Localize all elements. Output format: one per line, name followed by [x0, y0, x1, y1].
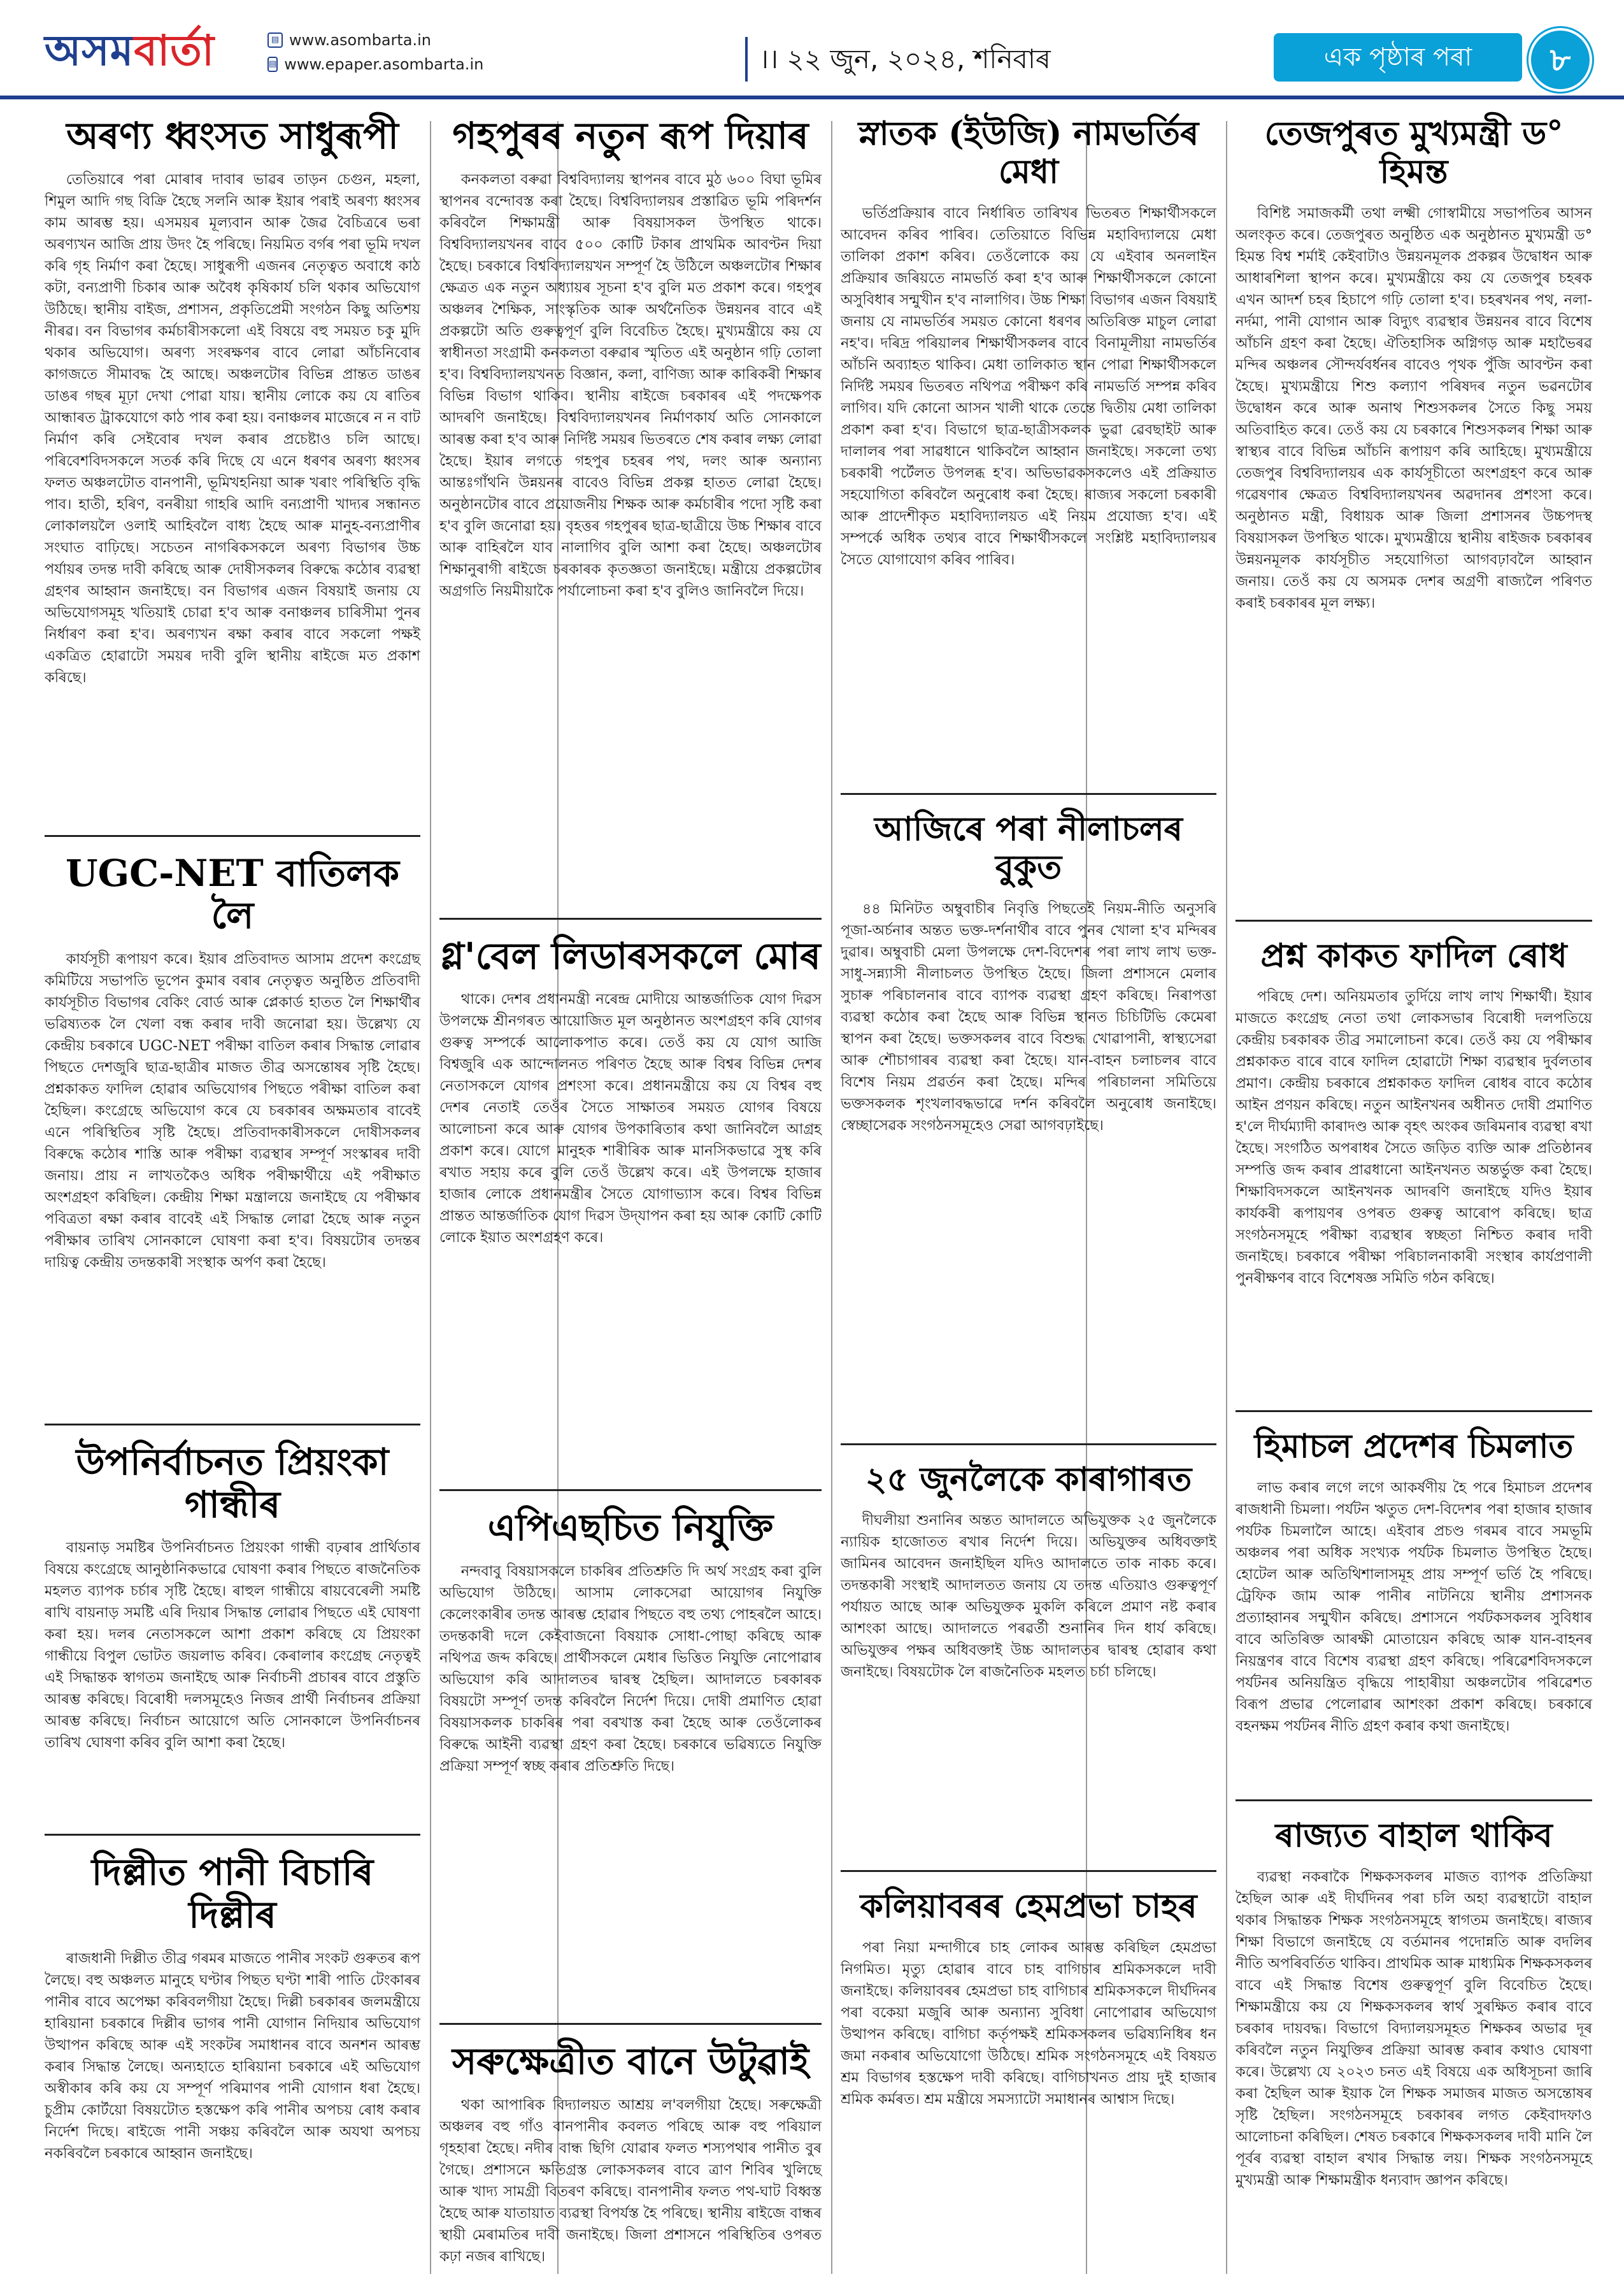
article-body: কাৰ্যসূচী ৰূপায়ণ কৰে। ইয়াৰ প্ৰতিবাদত আসাম প্ৰদেশ কংগ্ৰেছ কমিটিয়ে সভাপতি ভূপেন কুমাৰ বৰাৰ নেতৃত্বত অনুষ্ঠিত প্ৰতিবাদী কাৰ্যসূচীত বিভাগৰ বেকিং বোৰ্ড আৰু প্লেকাৰ্ড হাতত লৈ শিক্ষাৰ্থীৰ ভৱিষ্যতক লৈ খেলা বন্ধ কৰাৰ দাবী জনোৱা হয়। উল্লেখ্য যে কেন্দ্ৰীয় চৰকাৰে UGC-NET পৰীক্ষা বাতিল কৰাৰ সিদ্ধান্ত লোৱাৰ পিছতে দেশজুৰি ছাত্ৰ-ছাত্ৰীৰ মাজত তীব্ৰ অসন্তোষৰ সৃষ্টি হৈছে। প্ৰশ্নকাকত ফাদিল হোৱাৰ অভিযোগৰ পিছতে পৰীক্ষা বাতিল কৰা হৈছিল। কংগ্ৰেছে অভিযোগ কৰে যে চৰকাৰৰ অক্ষমতাৰ বাবেই এনে পৰিস্থিতিৰ সৃষ্টি হৈছে। প্ৰতিবাদকাৰীসকলে দোষীসকলৰ বিৰুদ্ধে কঠোৰ শাস্তি আৰু পৰীক্ষা ব্যৱস্থাৰ সম্পূৰ্ণ সংস্কাৰৰ দাবী জনায়। প্ৰায় ন লাখতকৈও অধিক পৰীক্ষাৰ্থীয়ে এই পৰীক্ষাত অংশগ্ৰহণ কৰিছিল। কেন্দ্ৰীয় শিক্ষা মন্ত্ৰালয়ে জনাইছে যে পৰীক্ষাৰ পবিত্ৰতা ৰক্ষা কৰাৰ বাবেই এই সিদ্ধান্ত লোৱা হৈছে আৰু নতুন পৰীক্ষাৰ তাৰিখ সোনকালে ঘোষণা কৰা হ'ব। বিষয়টোৰ তদন্তৰ দায়িত্ব কেন্দ্ৰীয় তদন্তকাৰী সংস্থাক অৰ্পণ কৰা হৈছে।: [45, 951, 420, 1271]
divider: [841, 793, 1216, 795]
page-number: ৮: [1528, 28, 1592, 92]
headline: স্নাতক (ইউজি) নামভৰ্তিৰ মেধা: [858, 114, 1199, 191]
column-1: [45, 115, 420, 2175]
newspaper-icon: ▤: [267, 32, 283, 48]
newspaper-icon: ▤: [267, 57, 278, 72]
article-shimla: [1236, 1427, 1592, 1783]
headline: UGC-NET বাতিলক লৈ: [66, 851, 399, 938]
article-body-wrap: [841, 1510, 1216, 1854]
column-3-top: [841, 115, 1216, 831]
article-body: ৰাজধানী দিল্লীত তীব্ৰ গৰমৰ মাজতে পানীৰ সংকট গুৰুতৰ ৰূপ লৈছে। বহু অঞ্চলত মানুহে ঘণ্টাৰ পিছত ঘণ্টা শাৰী পাতি টেংকাৰৰ পানীৰ বাবে অপেক্ষা কৰিবলগীয়া হৈছে। দিল্লী চৰকাৰৰ জলমন্ত্ৰীয়ে হাৰিয়ানা চৰকাৰে দিল্লীৰ ভাগৰ পানী যোগান নিদিয়াৰ অভিযোগ উত্থাপন কৰিছে আৰু এই সংকটৰ সমাধানৰ বাবে অনশন আৰম্ভ কৰাৰ সিদ্ধান্ত লৈছে। অন্যহাতে হাৰিয়ানা চৰকাৰে এই অভিযোগ অস্বীকাৰ কৰি কয় যে সম্পূৰ্ণ পৰিমাণৰ পানী যোগান ধৰা হৈছে। চুপ্ৰীম কোৰ্টয়ো বিষয়টোত হস্তক্ষেপ কৰি পানীৰ অপচয় ৰোধ কৰাৰ নিৰ্দেশ দিছে। ৰাইজে পানী সঞ্চয় কৰিবলৈ আৰু অযথা অপচয় নকৰিবলৈ চৰকাৰে আহ্বান জনাইছে।: [45, 1950, 420, 2162]
website-line: [267, 28, 478, 52]
headline: গ্ল'বেল লিডাৰসকলে মোৰ: [440, 934, 821, 978]
headline: উপনিৰ্বাচনত প্ৰিয়ংকা গান্ধীৰ: [76, 1440, 389, 1526]
article-body-wrap: [841, 1937, 1216, 2192]
dateline: ।। ২২ জুন, ২০২৪, শনিবাৰ: [745, 37, 1255, 82]
article-body-wrap: [1236, 203, 1592, 903]
column-4: [1236, 114, 1592, 2189]
article-body-wrap: [1236, 1866, 1592, 2189]
article-tea-garden: [841, 1887, 1216, 2192]
headline: ২৫ জুনলৈকে কাৰাগাৰত: [865, 1459, 1192, 1499]
divider: [841, 1443, 1216, 1445]
article-body-wrap: [45, 1948, 420, 2162]
article-body-wrap: [1236, 986, 1592, 1394]
logo-accent-text: বাৰ্তা: [134, 26, 215, 75]
divider: [439, 2023, 822, 2025]
article-body-wrap: [439, 1561, 822, 2006]
headline: প্ৰশ্ন কাকত ফাদিল ৰোধ: [1260, 936, 1567, 975]
article-body-wrap: [45, 1537, 420, 1817]
divider: [1236, 1799, 1592, 1801]
headline: গহপুৰৰ নতুন ৰূপ দিয়াৰ: [452, 114, 809, 157]
article-body: দীঘলীয়া শুনানিৰ অন্তত আদালতে অভিযুক্তক ২৫ জুনলৈকে ন্যায়িক হাজোতত ৰখাৰ নিৰ্দেশ দিয়ে। অভিযুক্তৰ অধিবক্তাই জামিনৰ আবেদন জনাইছিল যদিও আদালতে তাক নাকচ কৰে। তদন্তকাৰী সংস্থাই আদালতত জনায় যে তদন্ত এতিয়াও গুৰুত্বপূৰ্ণ পৰ্যায়ত আছে আৰু অভিযুক্তক মুকলি কৰিলে প্ৰমাণ নষ্ট কৰাৰ আশংকা আছে। আদালতে পৰৱৰ্তী শুনানিৰ দিন ধাৰ্য কৰিছে। অভিযুক্তৰ পক্ষৰ অধিবক্তাই উচ্চ আদালতৰ দ্বাৰস্থ হোৱাৰ কথা জনাইছে। বিষয়টোক লৈ ৰাজনৈতিক মহলত চৰ্চা চলিছে।: [841, 1512, 1216, 1681]
article-body: তেতিয়াৰে পৰা মোৰাৰ দাবাৰ ভাৱৰ তাড়ন চেগুন, মহলা, শিমুল আদি গছ বিক্রি হৈছে সলনি আৰু ইয়াৰ পৰাই অৰণ্য ধ্বংসৰ কাম আৰম্ভ হয়। এসময়ৰ মূল্যবান আৰু জৈৱ বৈচিত্ৰৰে ভৰা অৰণ্যখন আজি প্ৰায় উদং হৈ পৰিছে। নিয়মিত বৰ্গৰ পৰা ভূমি দখল কৰি গৃহ নিৰ্মাণ কৰা হৈছে। সাধুৰূপী এজনৰ নেতৃত্বত অবাধে কাঠ কটা, বন্যপ্ৰাণী চিকাৰ আৰু অবৈধ কৃষিকাৰ্য চলি থকাৰ অভিযোগ উঠিছে। স্থানীয় বাইজ, প্ৰশাসন, প্ৰকৃতিপ্ৰেমী সংগঠন কিছু অতিশয় নীৰৱ। বন বিভাগৰ কৰ্মচাৰীসকলো এই বিষয়ে বহু সময়ত চকু মুদি থকাৰ অভিযোগ। অৰণ্য সংৰক্ষণৰ বাবে লোৱা আঁচনিবোৰ কাগজতে সীমাবদ্ধ হৈ আছে। অঞ্চলটোৰ বিভিন্ন প্ৰান্তত ডাঙৰ ডাঙৰ গছৰ মূঢ়া দেখা পোৱা যায়। স্থানীয় লোকে কয় যে ৰাতিৰ আন্ধাৰত ট্ৰাকযোগে কাঠ পাৰ কৰা হয়। বনাঞ্চলৰ মাজেৰে ন ন বাট নিৰ্মাণ কৰি সেইবোৰ দখল কৰাৰ প্ৰচেষ্টাও চলি আছে। পৰিবেশবিদসকলে সতৰ্ক কৰি দিছে যে এনে ধৰণৰ অৰণ্য ধ্বংসৰ ফলত অঞ্চলটোত বানপানী, ভূমিখহনিয়া আৰু খৰাং পৰিস্থিতি বৃদ্ধি পাব। হাতী, হৰিণ, বনৰীয়া গাহৰি আদি বন্যপ্ৰাণী খাদ্যৰ সন্ধানত লোকালয়লৈ ওলাই আহিবলৈ বাধ্য হৈছে আৰু মানুহ-বন্যপ্ৰাণীৰ সংঘাত বাঢ়িছে। সচেতন নাগৰিকসকলে অৰণ্য বিভাগৰ উচ্চ পৰ্যায়ৰ তদন্ত দাবী কৰিছে আৰু দোষীসকলৰ বিৰুদ্ধে কঠোৰ ব্যৱস্থা গ্ৰহণৰ আহ্বান জনাইছে। বন বিভাগৰ এজন বিষয়াই জনায় যে অভিযোগসমূহ খতিয়াই চোৱা হ'ব আৰু বনাঞ্চলৰ চাৰিসীমা পুনৰ নিৰ্ধাৰণ কৰা হ'ব। অৰণ্যখন ৰক্ষা কৰাৰ বাবে সকলো পক্ষই একত্ৰিত হোৱাটো সময়ৰ দাবী বুলি স্থানীয় ৰাইজে মত প্ৰকাশ কৰিছে।: [45, 171, 420, 686]
article-body: পৰা নিয়া মন্দাগীৰে চাহ লোকৰ আৰম্ভ কৰিছিল হেমপ্ৰভা নিগমিত। মৃত্যু হোৱাৰ বাবে চাহ বাগিচাৰ শ্ৰমিকসকলে দাবী জনাইছে। কলিয়াবৰৰ হেমপ্ৰভা চাহ বাগিচাৰ শ্ৰমিকসকলে দীৰ্ঘদিনৰ পৰা বকেয়া মজুৰি আৰু অন্যান্য সুবিধা নোপোৱাৰ অভিযোগ উত্থাপন কৰিছে। বাগিচা কৰ্তৃপক্ষই শ্ৰমিকসকলৰ ভৱিষ্যনিধিৰ ধন জমা নকৰাৰ অভিযোগো উঠিছে। শ্ৰমিক সংগঠনসমূহে এই বিষয়ত শ্ৰম বিভাগৰ হস্তক্ষেপ দাবী কৰিছে। বাগিচাখনত প্ৰায় দুই হাজাৰ শ্ৰমিক কৰ্মৰত। শ্ৰম মন্ত্ৰীয়ে সমস্যাটো সমাধানৰ আশ্বাস দিছে।: [841, 1939, 1216, 2108]
article-body: ব্যৱস্থা নকৰাকৈ শিক্ষকসকলৰ মাজত ব্যাপক প্ৰতিক্ৰিয়া হৈছিল আৰু এই দীৰ্ঘদিনৰ পৰা চলি অহা ব্যৱস্থাটো বাহাল থকাৰ সিদ্ধান্তক শিক্ষক সংগঠনসমূহে স্বাগতম জনাইছে। ৰাজ্যৰ শিক্ষা বিভাগে জনাইছে যে বৰ্তমানৰ পদোন্নতি আৰু বদলিৰ নীতি অপৰিবৰ্তিত থাকিব। প্ৰাথমিক আৰু মাধ্যমিক শিক্ষকসকলৰ বাবে এই সিদ্ধান্ত বিশেষ গুৰুত্বপূৰ্ণ বুলি বিবেচিত হৈছে। শিক্ষামন্ত্ৰীয়ে কয় যে শিক্ষকসকলৰ স্বাৰ্থ সুৰক্ষিত কৰাৰ বাবে চৰকাৰ দায়বদ্ধ। বিভাগে বিদ্যালয়সমূহত শিক্ষকৰ অভাৱ দূৰ কৰিবলৈ নতুন নিযুক্তিৰ প্ৰক্ৰিয়া আৰম্ভ কৰাৰ কথাও ঘোষণা কৰে। উল্লেখ্য যে ২০২৩ চনত এই বিষয়ে এক অধিসূচনা জাৰি কৰা হৈছিল আৰু ইয়াক লৈ শিক্ষক সমাজৰ মাজত অসন্তোষৰ সৃষ্টি হৈছিল। সংগঠনসমূহে চৰকাৰৰ লগত কেইবাদফাও আলোচনা কৰিছিল। শেষত চৰকাৰে শিক্ষকসকলৰ দাবী মানি লৈ পূৰ্বৰ ব্যৱস্থা বাহাল ৰখাৰ সিদ্ধান্ত লয়। শিক্ষক সংগঠনসমূহে মুখ্যমন্ত্ৰী আৰু শিক্ষামন্ত্ৰীক ধন্যবাদ জ্ঞাপন কৰিছে।: [1236, 1868, 1592, 2189]
divider: [439, 918, 822, 920]
article-apsc: [439, 1506, 822, 2006]
column-divider: [1226, 121, 1227, 2274]
article-body: ভৰ্তিপ্ৰক্ৰিয়াৰ বাবে নিৰ্ধাৰিত তাৰিখৰ ভিতৰত শিক্ষাৰ্থীসকলে আবেদন কৰিব পাৰিব। তেতিয়াতে বিভিন্ন মহাবিদ্যালয়ে মেধা তালিকা প্ৰকাশ কৰিব। তেওঁলোকে কয় যে এইবাৰ অনলাইন প্ৰক্ৰিয়াৰ জৰিয়তে নামভৰ্তি কৰা হ'ব আৰু শিক্ষাৰ্থীসকলে কোনো অসুবিধাৰ সন্মুখীন হ'ব নালাগিব। উচ্চ শিক্ষা বিভাগৰ এজন বিষয়াই জনায় যে নামভৰ্তিৰ সময়ত কোনো ধৰণৰ অতিৰিক্ত মাচুল লোৱা নহ'ব। দৰিদ্ৰ পৰিয়ালৰ শিক্ষাৰ্থীসকলৰ বাবে বিনামূলীয়া নামভৰ্তিৰ আঁচনি অব্যাহত থাকিব। মেধা তালিকাত স্থান পোৱা শিক্ষাৰ্থীসকলে নিৰ্দিষ্ট সময়ৰ ভিতৰত নথিপত্ৰ পৰীক্ষণ কৰি নামভৰ্তি সম্পন্ন কৰিব লাগিব। যদি কোনো আসন খালী থাকে তেন্তে দ্বিতীয় মেধা তালিকা প্ৰকাশ কৰা হ'ব। বিভাগে ছাত্ৰ-ছাত্ৰীসকলক ভুৱা ৱেবছাইট আৰু দালালৰ পৰা সাৱধানে থাকিবলৈ আহ্বান জনাইছে। সকলো তথ্য চৰকাৰী পৰ্টেলত উপলব্ধ হ'ব। অভিভাৱকসকলেও এই প্ৰক্ৰিয়াত সহযোগিতা কৰিবলৈ অনুৰোধ কৰা হৈছে। ৰাজ্যৰ সকলো চৰকাৰী আৰু প্ৰাদেশীকৃত মহাবিদ্যালয়ত এই নিয়ম প্ৰযোজ্য হ'ব। এই সম্পৰ্কে অধিক তথ্যৰ বাবে শিক্ষাৰ্থীসকলে সংশ্লিষ্ট মহাবিদ্যালয়ৰ সৈতে যোগাযোগ কৰিব পাৰিব।: [841, 204, 1216, 568]
article-body-wrap: [841, 203, 1216, 814]
article-priyanka: [45, 1441, 420, 1817]
masthead: [0, 0, 1624, 99]
article-state-retain: [1236, 1816, 1592, 2189]
article-body-wrap: [45, 169, 420, 818]
article-paper-leak: [1236, 937, 1592, 1394]
column-divider: [430, 121, 431, 2274]
divider: [1236, 920, 1592, 922]
column-divider: [831, 121, 832, 2274]
headline: অৰণ্য ধ্বংসত সাধুৰূপী: [66, 114, 399, 157]
article-ugc-net: [45, 852, 420, 1407]
column-3: [841, 115, 1216, 831]
website-url: www.asombarta.in: [289, 31, 432, 49]
epaper-url: www.epaper.asombarta.in: [284, 55, 484, 73]
article-jail: [841, 1461, 1216, 1854]
headline: ৰাজ্যত বাহাল থাকিব: [1275, 1816, 1553, 1855]
article-body: থকা আপাৰিক বিদ্যালয়ত আশ্ৰয় ল'বলগীয়া হৈছে। সৰুক্ষেত্ৰী অঞ্চলৰ বহু গাঁও বানপানীৰ কবলত পৰিছে আৰু বহু পৰিয়াল গৃহহাৰা হৈছে। নদীৰ বান্ধ ছিগি যোৱাৰ ফলত শস্যপথাৰ পানীত বুৰ গৈছে। প্ৰশাসনে ক্ষতিগ্ৰস্ত লোকসকলৰ বাবে ত্ৰাণ শিবিৰ খুলিছে আৰু খাদ্য সামগ্ৰী বিতৰণ কৰিছে। বানপানীৰ ফলত পথ-ঘাট বিধ্বস্ত হৈছে আৰু যাতায়াত ব্যৱস্থা বিপৰ্যস্ত হৈ পৰিছে। স্থানীয় ৰাইজে বান্ধৰ স্থায়ী মেৰামতিৰ দাবী জনাইছে। জিলা প্ৰশাসনে পৰিস্থিতিৰ ওপৰত কঢ়া নজৰ ৰাখিছে।: [439, 2096, 822, 2265]
section-label: এক পৃষ্ঠাৰ পৰা: [1274, 33, 1522, 82]
divider: [45, 835, 420, 837]
divider: [841, 1870, 1216, 1872]
article-body-wrap: [45, 948, 420, 1407]
column-2: [439, 114, 822, 2265]
article-body-wrap: [439, 989, 822, 1473]
article-body: বিশিষ্ট সমাজকৰ্মী তথা লক্ষ্মী গোস্বামীয়ে সভাপতিৰ আসন অলংকৃত কৰে। তেজপুৰত অনুষ্ঠিত এক অনুষ্ঠানত মুখ্যমন্ত্ৰী ড° হিমন্ত বিশ্ব শৰ্মাই কেইবাটাও উন্নয়নমূলক প্ৰকল্পৰ উদ্বোধন আৰু আধাৰশিলা স্থাপন কৰে। মুখ্যমন্ত্ৰীয়ে কয় যে তেজপুৰ চহৰক এখন আদৰ্শ চহৰ হিচাপে গঢ়ি তোলা হ'ব। চহৰখনৰ পথ, নলা-নৰ্দমা, পানী যোগান আৰু বিদ্যুৎ ব্যৱস্থাৰ উন্নয়নৰ বাবে বিশেষ আঁচনি গ্ৰহণ কৰা হৈছে। ঐতিহাসিক অগ্নিগড় আৰু মহাভৈৰৱ মন্দিৰ অঞ্চলৰ সৌন্দৰ্যবৰ্ধনৰ বাবেও পৃথক পুঁজি আবণ্টন কৰা হৈছে। মুখ্যমন্ত্ৰীয়ে শিশু কল্যাণ পৰিষদৰ নতুন ভৱনটোৰ উদ্বোধন কৰে আৰু অনাথ শিশুসকলৰ সৈতে কিছু সময় অতিবাহিত কৰে। তেওঁ কয় যে চৰকাৰে শিশুসকলৰ শিক্ষা আৰু স্বাস্থ্যৰ বাবে বিভিন্ন আঁচনি ৰূপায়ণ কৰি আহিছে। মুখ্যমন্ত্ৰীয়ে তেজপুৰ বিশ্ববিদ্যালয়ৰ এক কাৰ্যসূচীতো অংশগ্ৰহণ কৰে আৰু গৱেষণাৰ ক্ষেত্ৰত বিশ্ববিদ্যালয়খনৰ অৱদানৰ প্ৰশংসা কৰে। অনুষ্ঠানত মন্ত্ৰী, বিধায়ক আৰু জিলা প্ৰশাসনৰ উচ্চপদস্থ বিষয়াসকল উপস্থিত থাকে। মুখ্যমন্ত্ৰীয়ে স্থানীয় ৰাইজক চৰকাৰৰ উন্নয়নমূলক কাৰ্যসূচীত সহযোগিতা আগবঢ়াবলৈ আহ্বান জনায়। তেওঁ কয় যে অসমক দেশৰ অগ্ৰণী ৰাজ্যলৈ পৰিণত কৰাই চৰকাৰৰ মূল লক্ষ্য।: [1236, 204, 1592, 611]
article-degree-admission: [841, 115, 1216, 814]
headline: কলিয়াবৰৰ হেমপ্ৰভা চাহৰ: [860, 1887, 1197, 1926]
article-flood: [439, 2039, 822, 2265]
article-body: লাভ কৰাৰ লগে লগে আকৰ্ষণীয় হৈ পৰে হিমাচল প্ৰদেশৰ ৰাজধানী চিমলা। পৰ্যটন ঋতুত দেশ-বিদেশৰ পৰা হাজাৰ হাজাৰ পৰ্যটক চিমলালৈ আহে। এইবাৰ প্ৰচণ্ড গৰমৰ বাবে সমভূমি অঞ্চলৰ পৰা অধিক সংখ্যক পৰ্যটক চিমলাত উপস্থিত হৈছে। হোটেল আৰু অতিথিশালাসমূহ প্ৰায় সম্পূৰ্ণ ভৰ্তি হৈ পৰিছে। ট্ৰেফিক জাম আৰু পানীৰ নাটনিয়ে স্থানীয় প্ৰশাসনক প্ৰত্যাহ্বানৰ সন্মুখীন কৰিছে। প্ৰশাসনে পৰ্যটকসকলৰ সুবিধাৰ বাবে অতিৰিক্ত আৰক্ষী মোতায়েন কৰিছে আৰু যান-বাহনৰ নিয়ন্ত্ৰণৰ বাবে বিশেষ ব্যৱস্থা গ্ৰহণ কৰিছে। পৰিৱেশবিদসকলে পৰ্যটনৰ অনিয়ন্ত্ৰিত বৃদ্ধিয়ে পাহাৰীয়া অঞ্চলটোৰ পৰিৱেশত বিৰূপ প্ৰভাৱ পেলোৱাৰ আশংকা প্ৰকাশ কৰিছে। চৰকাৰে বহনক্ষম পৰ্যটনৰ নীতি গ্ৰহণ কৰাৰ কথা জনাইছে।: [1236, 1480, 1592, 1735]
divider: [439, 1489, 822, 1491]
article-tezpur-cm: [1236, 115, 1592, 903]
article-body: কনকলতা বৰুৱা বিশ্ববিদ্যালয় স্থাপনৰ বাবে মুঠ ৬০০ বিঘা ভূমিৰ স্থাপনৰ বন্দোবস্ত কৰা হৈছে। বিশ্ববিদ্যালয়ৰ প্ৰস্তাৱিত ভূমি পৰিদৰ্শন কৰিবলৈ শিক্ষামন্ত্ৰী আৰু বিষয়াসকল উপস্থিত থাকে। বিশ্ববিদ্যালয়খনৰ বাবে ৫০০ কোটি টকাৰ প্ৰাথমিক আবণ্টন দিয়া হৈছে। চৰকাৰে বিশ্ববিদ্যালয়খন সম্পূৰ্ণ হৈ উঠিলে অঞ্চলটোৰ শিক্ষাৰ ক্ষেত্ৰত এক নতুন অধ্যায়ৰ সূচনা হ'ব বুলি মত প্ৰকাশ কৰে। গহপুৰ অঞ্চলৰ শৈক্ষিক, সাংস্কৃতিক আৰু অৰ্থনৈতিক উন্নয়নৰ বাবে এই প্ৰকল্পটো অতি গুৰুত্বপূৰ্ণ বুলি বিবেচিত হৈছে। মুখ্যমন্ত্ৰীয়ে কয় যে স্বাধীনতা সংগ্ৰামী কনকলতা বৰুৱাৰ স্মৃতিত এই অনুষ্ঠান গঢ়ি তোলা হ'ব। বিশ্ববিদ্যালয়খনত বিজ্ঞান, কলা, বাণিজ্য আৰু কাৰিকৰী শিক্ষাৰ বিভিন্ন বিভাগ থাকিব। স্থানীয় ৰাইজে চৰকাৰৰ এই পদক্ষেপক আদৰণি জনাইছে। বিশ্ববিদ্যালয়খনৰ নিৰ্মাণকাৰ্য অতি সোনকালে আৰম্ভ কৰা হ'ব আৰু নিৰ্দিষ্ট সময়ৰ ভিতৰতে শেষ কৰাৰ লক্ষ্য লোৱা হৈছে। ইয়াৰ লগতে গহপুৰ চহৰৰ পথ, দলং আৰু অন্যান্য আন্তঃগাঁথনি উন্নয়নৰ বাবেও বিভিন্ন প্ৰকল্প হাতত লোৱা হৈছে। অনুষ্ঠানটোৰ বাবে প্ৰয়োজনীয় শিক্ষক আৰু কৰ্মচাৰীৰ পদো সৃষ্টি কৰা হ'ব বুলি জনোৱা হয়। বৃহত্তৰ গহপুৰৰ ছাত্ৰ-ছাত্ৰীয়ে উচ্চ শিক্ষাৰ বাবে আৰু বাহিৰলৈ যাব নালাগিব বুলি আশা কৰা হৈছে। অঞ্চলটোৰ শিক্ষানুৰাগী ৰাইজে চৰকাৰক কৃতজ্ঞতা জনাইছে। মন্ত্ৰীয়ে প্ৰকল্পটোৰ অগ্ৰগতি নিয়মীয়াকৈ পৰ্যালোচনা কৰা হ'ব বুলিও জানিবলৈ দিয়ে।: [439, 171, 822, 599]
divider: [1236, 1410, 1592, 1412]
article-body: থাকে। দেশৰ প্ৰধানমন্ত্ৰী নৰেন্দ্ৰ মোদীয়ে আন্তৰ্জাতিক যোগ দিৱস উপলক্ষে শ্ৰীনগৰত আয়োজিত মূল অনুষ্ঠানত অংশগ্ৰহণ কৰি যোগৰ গুৰুত্ব সম্পৰ্কে আলোকপাত কৰে। তেওঁ কয় যে যোগ আজি বিশ্বজুৰি এক আন্দোলনত পৰিণত হৈছে আৰু বিশ্বৰ বিভিন্ন দেশৰ নেতাসকলে যোগৰ প্ৰশংসা কৰে। প্ৰধানমন্ত্ৰীয়ে কয় যে বিশ্বৰ বহু দেশৰ নেতাই তেওঁৰ সৈতে সাক্ষাতৰ সময়ত যোগৰ বিষয়ে আলোচনা কৰে আৰু যোগৰ উপকাৰিতাৰ কথা জানিবলৈ আগ্ৰহ প্ৰকাশ কৰে। যোগে মানুহক শাৰীৰিক আৰু মানসিকভাৱে সুস্থ কৰি ৰখাত সহায় কৰে বুলি তেওঁ উল্লেখ কৰে। এই উপলক্ষে হাজাৰ হাজাৰ লোকে প্ৰধানমন্ত্ৰীৰ সৈতে যোগাভ্যাস কৰে। বিশ্বৰ বিভিন্ন প্ৰান্তত আন্তৰ্জাতিক যোগ দিৱস উদ্‌যাপন কৰা হয় আৰু কোটি কোটি লোকে ইয়াত অংশগ্ৰহণ কৰে।: [439, 991, 822, 1247]
article-gohpur: [439, 115, 822, 901]
divider: [45, 1424, 420, 1425]
website-links: [267, 28, 484, 79]
newspaper-logo: [45, 25, 255, 76]
headline: দিল্লীত পানী বিচাৰি দিল্লীৰ: [91, 1850, 374, 1937]
divider: [45, 1834, 420, 1836]
article-nilachal: [841, 810, 1216, 1427]
column-3-left: [841, 115, 1216, 831]
headline: হিমাচল প্ৰদেশৰ চিমলাত: [1254, 1427, 1574, 1466]
article-body-wrap: [841, 898, 1216, 1427]
article-global-leaders: [439, 935, 822, 1473]
headline: এপিএছচিত নিযুক্তি: [487, 1506, 774, 1550]
article-body: ৪৪ মিনিটত অম্বুবাচীৰ নিবৃত্তি পিছতেই নিয়ম-নীতি অনুসৰি পূজা-অৰ্চনাৰ অন্তত ভক্ত-দৰ্শনাৰ্থীৰ বাবে পুনৰ খোলা হ'ব মন্দিৰৰ দুৱাৰ। অম্বুবাচী মেলা উপলক্ষে দেশ-বিদেশৰ পৰা লাখ লাখ ভক্ত-সাধু-সন্ন্যাসী নীলাচলত উপস্থিত হৈছে। জিলা প্ৰশাসনে মেলাৰ সুচাৰু পৰিচালনাৰ বাবে ব্যাপক ব্যৱস্থা গ্ৰহণ কৰিছে। নিৰাপত্তা ব্যৱস্থা কঠোৰ কৰা হৈছে আৰু বিভিন্ন স্থানত চিচিটিভি কেমেৰা স্থাপন কৰা হৈছে। ভক্তসকলৰ বাবে বিশুদ্ধ খোৱাপানী, স্বাস্থ্যসেৱা আৰু শৌচাগাৰৰ ব্যৱস্থা কৰা হৈছে। যান-বাহন চলাচলৰ বাবে বিশেষ নিয়ম প্ৰৱৰ্তন কৰা হৈছে। মন্দিৰ পৰিচালনা সমিতিয়ে ভক্তসকলক শৃংখলাবদ্ধভাৱে দৰ্শন কৰিবলৈ অনুৰোধ জনাইছে। স্বেচ্ছাসেৱক সংগঠনসমূহেও সেৱা আগবঢ়াইছে।: [841, 900, 1216, 1134]
column-3-continued: [841, 787, 1216, 2208]
article-body-wrap: [1236, 1477, 1592, 1783]
epaper-line: [267, 52, 484, 76]
article-body-wrap: [439, 2094, 822, 2265]
article-forest: [45, 115, 420, 818]
headline: তেজপুৰত মুখ্যমন্ত্ৰী ড° হিমন্ত: [1264, 114, 1563, 191]
headline: সৰুক্ষেত্ৰীত বানে উটুৱাই: [452, 2039, 809, 2083]
article-delhi-water: [45, 1850, 420, 2162]
article-body: পৰিছে দেশ। অনিয়মতাৰ তুৰ্দিয়ে লাখ লাখ শিক্ষাৰ্থী। ইয়াৰ মাজতে কংগ্ৰেছ নেতা তথা লোকসভাৰ বিৰোধী দলপতিয়ে কেন্দ্ৰীয় চৰকাৰক তীব্ৰ সমালোচনা কৰে। তেওঁ কয় যে পৰীক্ষাৰ প্ৰশ্নকাকত বাৰে বাৰে ফাদিল হোৱাটো শিক্ষা ব্যৱস্থাৰ দুৰ্বলতাৰ প্ৰমাণ। কেন্দ্ৰীয় চৰকাৰে প্ৰশ্নকাকত ফাদিল ৰোধৰ বাবে কঠোৰ আইন প্ৰণয়ন কৰিছে। নতুন আইনখনৰ অধীনত দোষী প্ৰমাণিত হ'লে দীৰ্ঘম্যাদী কাৰাদণ্ড আৰু বৃহৎ অংকৰ জৰিমনাৰ ব্যৱস্থা ৰখা হৈছে। সংগঠিত অপৰাধৰ সৈতে জড়িত ব্যক্তি আৰু প্ৰতিষ্ঠানৰ সম্পত্তি জব্দ কৰাৰ প্ৰাৱধানো আইনখনত অন্তৰ্ভুক্ত কৰা হৈছে। শিক্ষাবিদসকলে আইনখনক আদৰণি জনাইছে যদিও ইয়াৰ কাৰ্যকৰী ৰূপায়ণৰ ওপৰত গুৰুত্ব আৰোপ কৰিছে। ছাত্ৰ সংগঠনসমূহে পৰীক্ষা ব্যৱস্থাৰ স্বচ্ছতা নিশ্চিত কৰাৰ দাবী জনাইছে। চৰকাৰে পৰীক্ষা পৰিচালনাকাৰী সংস্থাৰ কাৰ্যপ্ৰণালী পুনৰীক্ষণৰ বাবে বিশেষজ্ঞ সমিতি গঠন কৰিছে।: [1236, 989, 1592, 1287]
headline: আজিৰে পৰা নীলাচলৰ বুকুত: [874, 810, 1183, 887]
article-body: বায়নাড় সমষ্টিৰ উপনিৰ্বাচনত প্ৰিয়ংকা গান্ধী বঢ়ৰাৰ প্ৰাৰ্থিতাৰ বিষয়ে কংগ্ৰেছে আনুষ্ঠানিকভাৱে ঘোষণা কৰাৰ পিছতে ৰাজনৈতিক মহলত ব্যাপক চৰ্চাৰ সৃষ্টি হৈছে। ৰাহুল গান্ধীয়ে ৰায়বেৰেলী সমষ্টি ৰাখি বায়নাড় সমষ্টি এৰি দিয়াৰ সিদ্ধান্ত লোৱাৰ পিছতে এই ঘোষণা কৰা হয়। দলৰ নেতাসকলে আশা প্ৰকাশ কৰিছে যে প্ৰিয়ংকা গান্ধীয়ে বিপুল ভোটত জয়লাভ কৰিব। কেৰালাৰ কংগ্ৰেছ নেতৃত্বই এই সিদ্ধান্তক স্বাগতম জনাইছে আৰু নিৰ্বাচনী প্ৰচাৰৰ বাবে প্ৰস্তুতি আৰম্ভ কৰিছে। বিৰোধী দলসমূহেও নিজৰ প্ৰাৰ্থী নিৰ্বাচনৰ প্ৰক্ৰিয়া আৰম্ভ কৰিছে। নিৰ্বাচন আয়োগে অতি সোনকালে উপনিৰ্বাচনৰ তাৰিখ ঘোষণা কৰিব বুলি আশা কৰা হৈছে।: [45, 1539, 420, 1752]
logo-text: অসম: [45, 26, 134, 75]
article-body: নন্দবাবু বিষয়াসকলে চাকৰিৰ প্ৰতিশ্ৰুতি দি অৰ্থ সংগ্ৰহ কৰা বুলি অভিযোগ উঠিছে। আসাম লোকসেৱা আয়োগৰ নিযুক্তি কেলেংকাৰীৰ তদন্ত আৰম্ভ হোৱাৰ পিছতে বহু তথ্য পোহৰলৈ আহে। তদন্তকাৰী দলে কেইবাজনো বিষয়াক সোধা-পোছা কৰিছে আৰু নথিপত্ৰ জব্দ কৰিছে। প্ৰাৰ্থীসকলে মেধাৰ ভিত্তিত নিযুক্তি নোপোৱাৰ অভিযোগ কৰি আদালতৰ দ্বাৰস্থ হৈছিল। আদালতে চৰকাৰক বিষয়টো সম্পূৰ্ণ তদন্ত কৰিবলৈ নিৰ্দেশ দিয়ে। দোষী প্ৰমাণিত হোৱা বিষয়াসকলক চাকৰিৰ পৰা বৰখাস্ত কৰা হৈছে আৰু তেওঁলোকৰ বিৰুদ্ধে আইনী ব্যৱস্থা গ্ৰহণ কৰা হৈছে। চৰকাৰে ভৱিষ্যতে নিযুক্তি প্ৰক্ৰিয়া সম্পূৰ্ণ স্বচ্ছ কৰাৰ প্ৰতিশ্ৰুতি দিছে।: [439, 1563, 822, 1775]
article-body-wrap: [439, 169, 822, 901]
